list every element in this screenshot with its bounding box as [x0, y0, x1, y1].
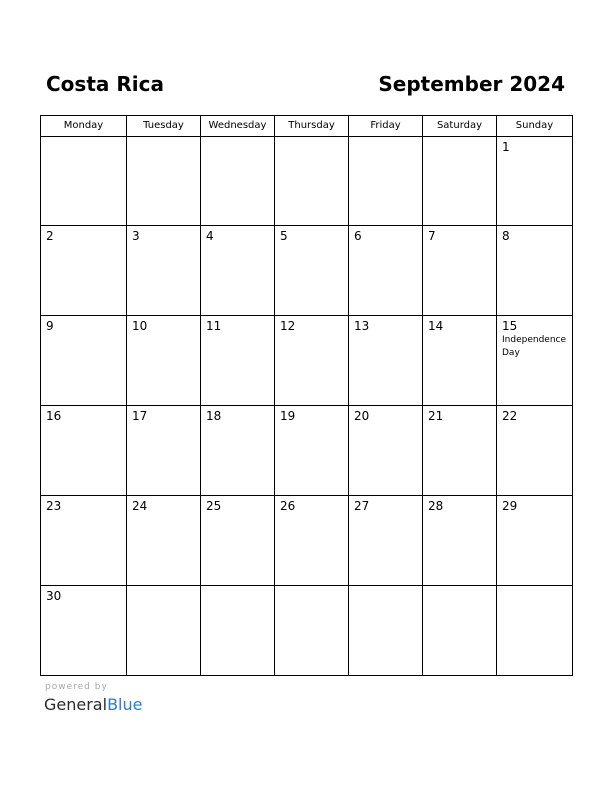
calendar-week-row	[41, 137, 573, 226]
calendar-grid	[40, 115, 573, 676]
day-number: 7	[428, 229, 436, 243]
day-number: 21	[428, 409, 444, 423]
day-cell	[275, 496, 349, 586]
day-cell	[41, 406, 127, 496]
generalblue-logo	[44, 695, 142, 715]
day-cell	[497, 226, 573, 316]
day-cell	[275, 316, 349, 406]
day-number: 12	[280, 319, 296, 333]
day-number: 23	[46, 499, 62, 513]
day-cell	[41, 496, 127, 586]
day-number: 18	[206, 409, 222, 423]
brand-blue-text: Blue	[107, 695, 143, 714]
day-number: 20	[354, 409, 370, 423]
day-number: 14	[428, 319, 444, 333]
weekday-header-friday: Friday	[349, 116, 423, 137]
day-cell	[201, 496, 275, 586]
calendar-week-row	[41, 586, 573, 676]
day-cell	[201, 226, 275, 316]
empty-day-cell	[423, 586, 497, 676]
day-cell	[275, 226, 349, 316]
month-year-title: September 2024	[378, 72, 565, 96]
day-number: 9	[46, 319, 54, 333]
day-number: 1	[502, 140, 510, 154]
day-cell	[497, 316, 573, 406]
day-number: 27	[354, 499, 370, 513]
empty-day-cell	[127, 586, 201, 676]
powered-by-label: powered by	[45, 682, 108, 692]
day-number: 25	[206, 499, 222, 513]
day-cell	[349, 226, 423, 316]
calendar-week-row	[41, 226, 573, 316]
day-cell	[423, 406, 497, 496]
day-number: 10	[132, 319, 148, 333]
day-cell	[349, 406, 423, 496]
day-cell	[349, 316, 423, 406]
weekday-header-tuesday: Tuesday	[127, 116, 201, 137]
day-number: 29	[502, 499, 518, 513]
empty-day-cell	[497, 586, 573, 676]
holiday-label: Independence Day	[502, 335, 567, 358]
day-number: 3	[132, 229, 140, 243]
day-cell	[497, 406, 573, 496]
day-number: 26	[280, 499, 296, 513]
day-number: 5	[280, 229, 288, 243]
day-cell	[497, 496, 573, 586]
day-number: 13	[354, 319, 370, 333]
calendar-week-row	[41, 406, 573, 496]
day-number: 19	[280, 409, 296, 423]
day-number: 22	[502, 409, 518, 423]
day-cell	[127, 226, 201, 316]
country-title: Costa Rica	[46, 72, 164, 96]
weekday-header-sunday: Sunday	[497, 116, 573, 137]
day-cell	[201, 406, 275, 496]
day-number: 2	[46, 229, 54, 243]
calendar-week-row	[41, 496, 573, 586]
empty-day-cell	[349, 137, 423, 226]
day-number: 11	[206, 319, 222, 333]
weekday-header-saturday: Saturday	[423, 116, 497, 137]
day-cell	[41, 226, 127, 316]
weekday-header-thursday: Thursday	[275, 116, 349, 137]
day-cell	[497, 137, 573, 226]
day-cell	[127, 406, 201, 496]
day-cell	[127, 496, 201, 586]
day-number: 6	[354, 229, 362, 243]
day-number: 8	[502, 229, 510, 243]
footer-branding	[44, 682, 142, 715]
day-cell	[423, 496, 497, 586]
day-cell	[127, 316, 201, 406]
day-number: 17	[132, 409, 148, 423]
brand-general-text: General	[44, 695, 108, 714]
day-cell	[349, 496, 423, 586]
day-cell	[423, 226, 497, 316]
empty-day-cell	[41, 137, 127, 226]
day-number: 24	[132, 499, 148, 513]
day-number: 16	[46, 409, 62, 423]
day-cell	[41, 586, 127, 676]
weekday-header-wednesday: Wednesday	[201, 116, 275, 137]
calendar-weeks	[41, 137, 573, 676]
day-number: 30	[46, 589, 62, 603]
weekday-header-row	[41, 116, 573, 137]
day-cell	[41, 316, 127, 406]
empty-day-cell	[275, 137, 349, 226]
day-cell	[201, 316, 275, 406]
empty-day-cell	[275, 586, 349, 676]
empty-day-cell	[201, 137, 275, 226]
empty-day-cell	[349, 586, 423, 676]
day-number: 15	[502, 319, 518, 333]
day-cell	[423, 316, 497, 406]
empty-day-cell	[201, 586, 275, 676]
day-cell	[275, 406, 349, 496]
weekday-header-monday: Monday	[41, 116, 127, 137]
day-number: 4	[206, 229, 214, 243]
calendar-week-row	[41, 316, 573, 406]
empty-day-cell	[423, 137, 497, 226]
empty-day-cell	[127, 137, 201, 226]
day-number: 28	[428, 499, 444, 513]
